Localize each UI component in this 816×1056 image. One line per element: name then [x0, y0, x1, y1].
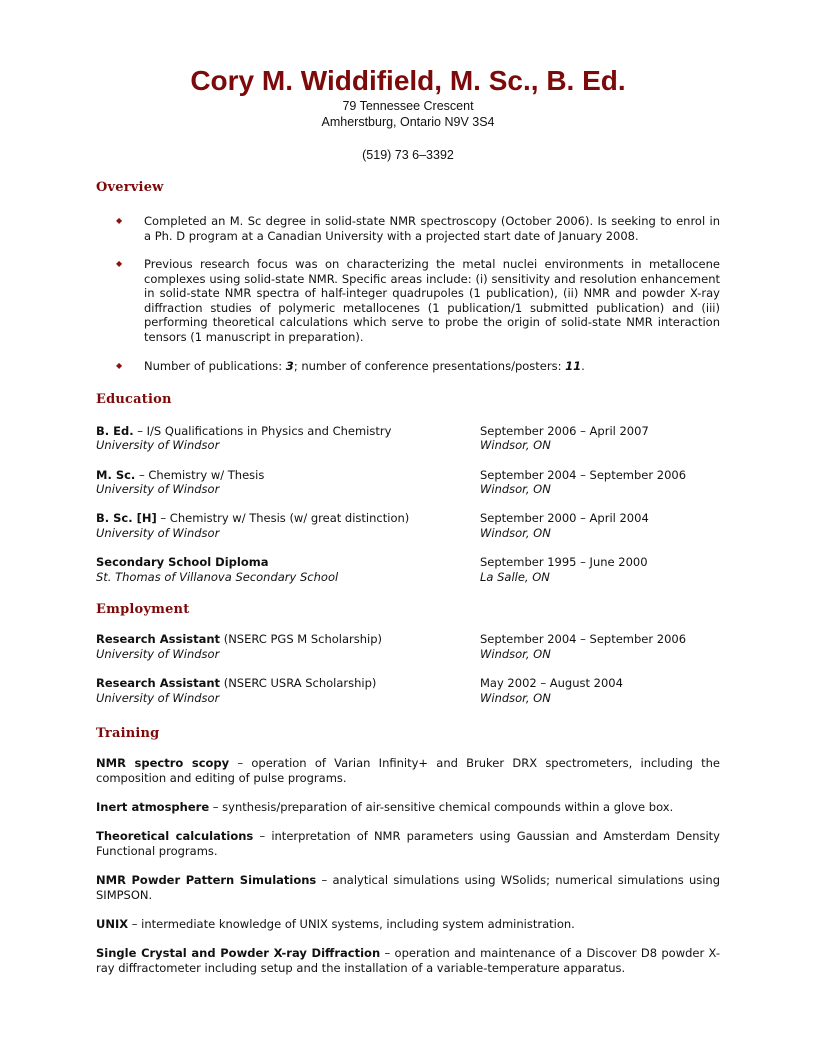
- degree-name: M. Sc.: [96, 468, 136, 482]
- education-location: La Salle, ON: [480, 570, 550, 584]
- address-line-1: 79 Tennessee Crescent: [342, 99, 474, 113]
- employment-dates: September 2004 – September 2006: [480, 632, 687, 646]
- education-location: Windsor, ON: [480, 438, 551, 452]
- training-term: Inert atmosphere: [96, 800, 210, 814]
- employment-dates: May 2002 – August 2004: [480, 676, 623, 690]
- training-term: Single Crystal and Powder X-ray Diffraction: [96, 946, 381, 960]
- training-item: [96, 917, 720, 932]
- training-description: – operation and maintenance of a Discover D8 powder X-ray diffractometer including setup and the installation of a variable-temperature apparatus.: [96, 946, 721, 975]
- training-description: – interpretation of NMR parameters using Gaussian and Amsterdam Density Functional programs.: [96, 829, 720, 858]
- section-title-overview: Overview: [96, 180, 164, 195]
- education-dates: September 2006 – April 2007: [480, 424, 649, 438]
- education-location: Windsor, ON: [480, 526, 551, 540]
- training-term: UNIX: [96, 917, 129, 931]
- section-title-training: Training: [96, 726, 160, 741]
- education-degree: [96, 424, 391, 439]
- section-title-employment: Employment: [96, 602, 190, 617]
- education-dates: September 2000 – April 2004: [480, 511, 649, 525]
- training-term: NMR spectro scopy: [96, 756, 230, 770]
- education-location: Windsor, ON: [480, 482, 551, 496]
- training-description: – synthesis/preparation of air-sensitive chemical compounds within a glove box.: [209, 800, 674, 814]
- bullet-icon: ◆: [116, 216, 123, 225]
- degree-name: B. Sc. [H]: [96, 511, 157, 525]
- overview-bullet-2: Previous research focus was on characterizing the metal nuclei environments in metallocene complexes using solid-state NMR. Specific areas include: (i) sensitivity and resolution enhancement in solid-state NMR spectra of half-integer quadrupoles (1 publication), (ii) NMR and powder X-ray diffraction studies of polymeric metallocenes (1 publication/1 submitted publication) and (iii) performing theoretical calculations which serve to probe the origin of solid-state NMR interaction tensors (1 manuscript in preparation).: [144, 257, 720, 344]
- applicant-name: Cory M. Widdifield, M. Sc., B. Ed.: [190, 65, 626, 96]
- period: .: [581, 359, 585, 373]
- education-dates: September 2004 – September 2006: [480, 468, 687, 482]
- job-title: Research Assistant: [96, 632, 221, 646]
- training-item: [96, 873, 720, 902]
- presentations-label: ; number of conference presentations/posters:: [293, 359, 566, 373]
- publications-count: 3: [285, 359, 294, 373]
- job-detail: (NSERC PGS M Scholarship): [220, 632, 383, 646]
- section-title-education: Education: [96, 392, 172, 407]
- degree-name: B. Ed.: [96, 424, 134, 438]
- employment-location: Windsor, ON: [480, 647, 551, 661]
- employment-org: University of Windsor: [96, 647, 220, 661]
- bullet-icon: ◆: [116, 361, 123, 370]
- education-school: University of Windsor: [96, 482, 220, 496]
- publications-label: Number of publications:: [144, 359, 286, 373]
- education-school: University of Windsor: [96, 526, 220, 540]
- employment-title: [96, 676, 376, 691]
- job-detail: (NSERC USRA Scholarship): [220, 676, 377, 690]
- training-item: [96, 829, 720, 858]
- overview-bullet-1: Completed an M. Sc degree in solid-state NMR spectroscopy (October 2006). Is seeking to enrol in a Ph. D program at a Canadian University with a projected start date of January 2008.: [144, 214, 720, 243]
- job-title: Research Assistant: [96, 676, 221, 690]
- education-dates: September 1995 – June 2000: [480, 555, 648, 569]
- education-school: St. Thomas of Villanova Secondary School: [96, 570, 339, 584]
- training-description: – analytical simulations using WSolids; numerical simulations using SIMPSON.: [96, 873, 721, 902]
- education-degree: [96, 468, 264, 483]
- education-school: University of Windsor: [96, 438, 220, 452]
- address-line-2: Amherstburg, Ontario N9V 3S4: [321, 115, 495, 129]
- degree-name: Secondary School Diploma: [96, 555, 269, 569]
- degree-detail: – I/S Qualifications in Physics and Chemistry: [133, 424, 392, 438]
- education-degree: [96, 555, 269, 570]
- employment-org: University of Windsor: [96, 691, 220, 705]
- training-item: [96, 946, 720, 975]
- training-term: Theoretical calculations: [96, 829, 254, 843]
- degree-detail: – Chemistry w/ Thesis (w/ great distinction): [156, 511, 410, 525]
- phone-number: (519) 73 6–3392: [362, 148, 454, 162]
- employment-title: [96, 632, 382, 647]
- training-item: [96, 756, 720, 785]
- training-description: – operation of Varian Infinity+ and Bruker DRX spectrometers, including the composition and editing of pulse programs.: [96, 756, 720, 785]
- employment-location: Windsor, ON: [480, 691, 551, 705]
- overview-bullet-3: [144, 359, 720, 374]
- bullet-icon: ◆: [116, 259, 123, 268]
- education-degree: [96, 511, 409, 526]
- training-item: [96, 800, 720, 815]
- training-term: NMR Powder Pattern Simulations: [96, 873, 317, 887]
- presentations-count: 11: [565, 359, 582, 373]
- training-description: – intermediate knowledge of UNIX systems, including system administration.: [128, 917, 575, 931]
- degree-detail: – Chemistry w/ Thesis: [135, 468, 265, 482]
